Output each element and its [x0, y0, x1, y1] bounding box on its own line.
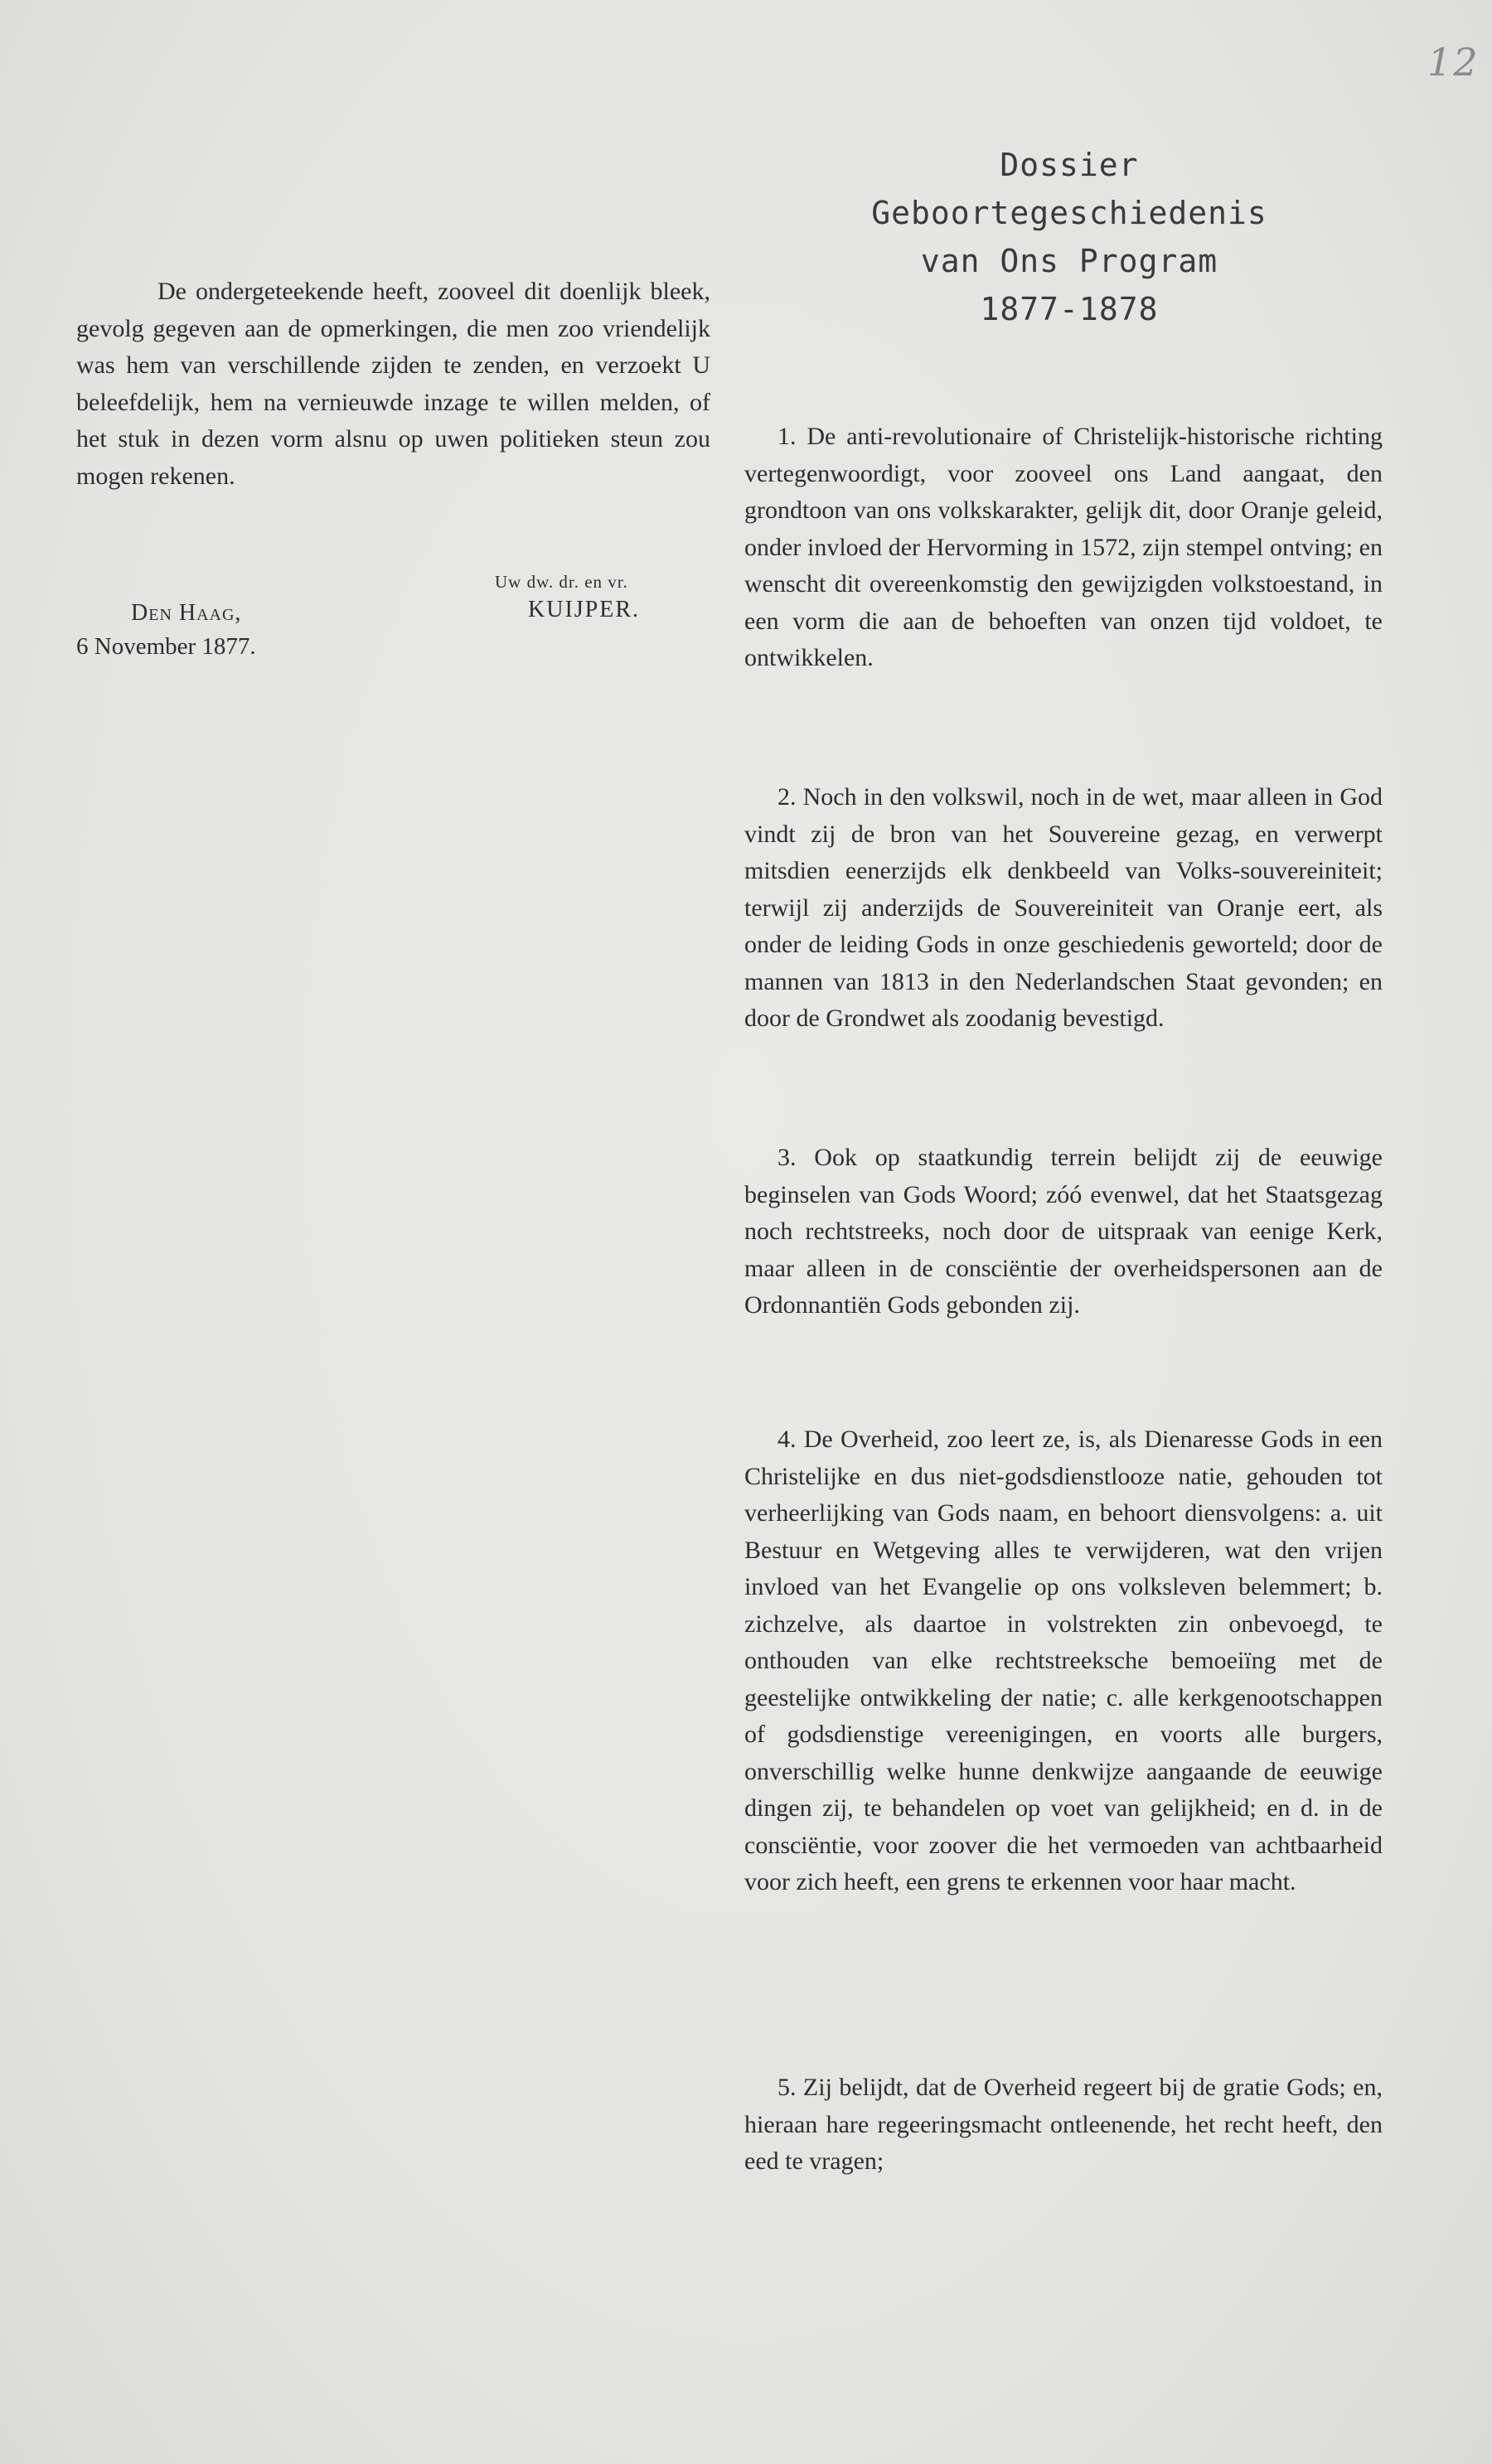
- cover-letter-closing: [76, 572, 710, 671]
- article-4: [744, 1421, 1383, 1901]
- article-1: [744, 419, 1383, 677]
- place: Den Haag,: [131, 600, 242, 626]
- dossier-stamp: [850, 141, 1289, 333]
- signoff: Uw dw. dr. en vr.: [495, 572, 628, 592]
- date: 6 November 1877.: [76, 633, 256, 660]
- article-3: [744, 1140, 1383, 1324]
- cover-letter: [76, 274, 710, 495]
- stamp-line-3: van Ons Program: [920, 243, 1218, 279]
- stamp-line-4: 1877-1878: [980, 291, 1159, 327]
- stamp-line-2: Geboortegeschiedenis: [871, 195, 1267, 231]
- article-5: [744, 2069, 1383, 2181]
- article-2: [744, 779, 1383, 1038]
- stamp-line-1: Dossier: [1000, 147, 1139, 183]
- article-text: 5. Zij belijdt, dat de Overheid regeert bij de gratie Gods; en, hieraan hare regeeringsmacht ontleenende, het recht heeft, den eed te vragen;: [744, 2074, 1383, 2175]
- signature: KUIJPER.: [528, 597, 641, 622]
- article-text: 4. De Overheid, zoo leert ze, is, als Dienaresse Gods in een Christelijke en dus niet-godsdienstlooze natie, gehouden tot verheerlijking van Gods naam, en behoort diensvolgens: a. uit Bestuur en Wetgeving alles te verwijderen, wat den vrijen invloed van het Evangelie op ons volksleven belemmert; b. zichzelve, als daartoe in volstrekten zin onbevoegd, te onthouden van elke rechtstreeksche bemoeiïng met de geestelijke ontwikkeling der natie; c. alle kerkgenootschappen of godsdienstige vereenigingen, en voorts alle burgers, onverschillig welke hunne denkwijze aangaande de eeuwige dingen zij, te behandelen op voet van gelijkheid; en d. in de consciëntie, voor zoover die het vermoeden van achtbaarheid voor zich heeft, een grens te erkennen voor haar macht.: [744, 1426, 1383, 1895]
- archive-page-number: 12: [1427, 40, 1480, 85]
- article-text: 1. De anti-revolutionaire of Christelijk-historische richting vertegenwoordigt, voor zooveel ons Land aangaat, den grondtoon van ons volkskarakter, gelijk dit, door Oranje geleid, onder invloed der Hervorming in 1572, zijn stempel ontving; en wenscht dit overeenkomstig den gewijzigden volkstoestand, in een vorm die aan de behoeften van onzen tijd voldoet, te ontwikkelen.: [744, 423, 1383, 671]
- cover-letter-body: De ondergeteekende heeft, zooveel dit doenlijk bleek, gevolg gegeven aan de opmerkingen, die men zoo vriendelijk was hem van verschillende zijden te zenden, en verzoekt U beleefdelijk, hem na vernieuwde inzage te willen melden, of het stuk in dezen vorm alsnu op uwen politieken steun zou mogen rekenen.: [76, 278, 710, 490]
- article-text: 2. Noch in den volkswil, noch in de wet, maar alleen in God vindt zij de bron van het Souvereine gezag, en verwerpt mitsdien eenerzijds elk denkbeeld van Volks-souvereiniteit; terwijl zij anderzijds de Souvereiniteit van Oranje eert, als onder de leiding Gods in onze geschiedenis geworteld; door de mannen van 1813 in den Nederlandschen Staat gevonden; en door de Grondwet als zoodanig bevestigd.: [744, 783, 1383, 1032]
- article-text: 3. Ook op staatkundig terrein belijdt zij de eeuwige beginselen van Gods Woord; zóó evenwel, dat het Staatsgezag noch rechtstreeks, noch door de uitspraak van eenige Kerk, maar alleen in de consciëntie der overheidspersonen aan de Ordonnantiën Gods gebonden zij.: [744, 1144, 1383, 1319]
